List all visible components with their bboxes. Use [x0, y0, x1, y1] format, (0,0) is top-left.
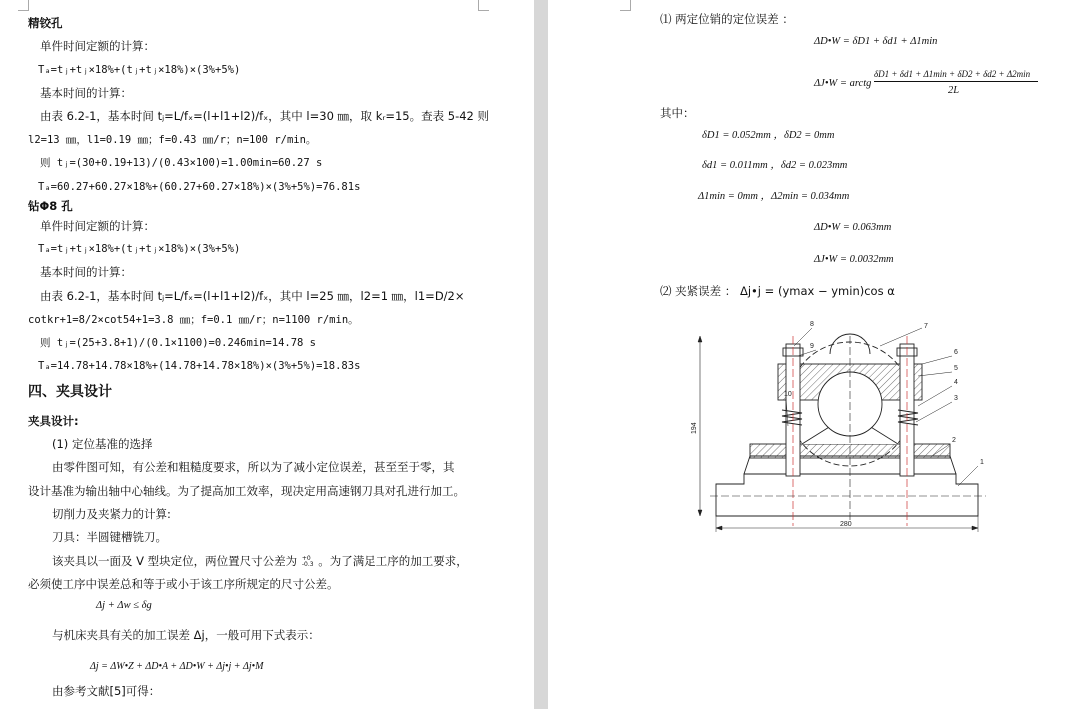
formula-jw-numerator: δD1 + δd1 + Δ1min + δD2 + δd2 + Δ2min	[874, 69, 1031, 79]
part-label: 3	[954, 395, 958, 402]
fraction-bar	[874, 81, 1038, 82]
formula-line: 则 tⱼ=(30+0.19+13)/(0.43×100)=1.00min=60.27 s	[40, 157, 323, 169]
heading-reaming: 精铰孔	[28, 16, 63, 30]
text-line: 由表 6.2-1，基本时间 tⱼ=L/fₓ=(l+l1+l2)/fₓ，其中 l=25 ㎜，l2=1 ㎜，l1=D/2×	[40, 289, 465, 303]
page-gutter	[534, 0, 548, 709]
text-line	[52, 554, 468, 568]
text-line: l2=13 ㎜，l1=0.19 ㎜；f=0.43 ㎜/r；n=100 r/min。	[28, 134, 317, 146]
text-line: ⑴ 两定位销的定位误差 ：	[660, 12, 794, 26]
formula-error-sum: Δj = ΔW•Z + ΔD•A + ΔD•W + Δj•j + Δj•M	[90, 661, 264, 672]
part-label: 9	[810, 343, 814, 350]
tolerance-mark: +0 -0.3	[301, 554, 314, 568]
part-label: 8	[810, 321, 814, 328]
corner-mark	[620, 0, 631, 11]
document-page-right	[548, 0, 1090, 709]
text-line: 切削力及夹紧力的计算:	[52, 507, 171, 521]
text-segment: 。为了满足工序的加工要求，	[318, 554, 468, 568]
text-line: cotkr+1=8/2×cot54+1=3.8 ㎜；f=0.1 ㎜/r；n=1100 r/min。	[28, 314, 359, 326]
formula-inequality: Δj + Δw ≤ δg	[96, 600, 152, 611]
text-segment: 该夹具以一面及 V 型块定位，两位置尺寸公差为	[52, 554, 298, 568]
text-line: (1) 定位基准的选择	[52, 437, 153, 451]
result-dw: ΔD•W = 0.063mm	[814, 222, 892, 233]
formula-line: 则 tⱼ=(25+3.8+1)/(0.1×1100)=0.246min=14.78 s	[40, 337, 317, 349]
text-line: 单件时间定额的计算：	[40, 39, 155, 53]
formula-line: Tₐ=tⱼ+tⱼ×18%+(tⱼ+tⱼ×18%)×(3%+5%)	[38, 243, 241, 255]
part-label: 4	[954, 379, 958, 386]
dimension-height: 194	[691, 422, 698, 434]
formula-jw-denominator: 2L	[948, 85, 960, 96]
base-plate	[716, 474, 978, 516]
part-label: 2	[952, 437, 956, 444]
subheading: 夹具设计:	[28, 414, 79, 428]
dimension-width: 280	[840, 521, 852, 528]
formula-line: Tₐ=14.78+14.78×18%+(14.78+14.78×18%)×(3%+5%)=18.83s	[38, 360, 361, 372]
text-line: 必须使工序中误差总和等于或小于该工序所规定的尺寸公差。	[28, 577, 339, 591]
section-heading: 四、夹具设计	[28, 384, 112, 400]
text-line: 单件时间定额的计算：	[40, 219, 155, 233]
text-line: 由表 6.2-1，基本时间 tⱼ=L/fₓ=(l+l1+l2)/fₓ，其中 l=30 ㎜，取 kᵣ=15。查表 5-42 则	[40, 109, 490, 123]
formula-dw: ΔD•W = δD1 + δd1 + Δ1min	[814, 36, 938, 47]
value-line: δd1 = 0.011mm ，δd2 = 0.023mm	[702, 160, 848, 171]
text-line: 由参考文献[5]可得：	[52, 684, 161, 698]
part-label: 6	[954, 349, 958, 356]
corner-mark	[478, 0, 489, 11]
fixture-drawing	[690, 316, 996, 536]
text-line: 基本时间的计算：	[40, 86, 132, 100]
part-label: 7	[924, 323, 928, 330]
document-page-left	[0, 0, 534, 709]
text-line: 其中：	[660, 106, 695, 120]
part-label: 1	[980, 459, 984, 466]
text-line: 设计基准为输出轴中心轴线。为了提高加工效率，现决定用高速钢刀具对孔进行加工。	[28, 484, 465, 498]
formula-jw-lhs: ΔJ•W = arctg	[814, 78, 872, 89]
value-line: δD1 = 0.052mm ，δD2 = 0mm	[702, 130, 835, 141]
text-line: 刀具：半圆键槽铣刀。	[52, 530, 167, 544]
text-line: 由零件图可知，有公差和粗糙度要求，所以为了减小定位误差，甚至至于零，其	[52, 460, 455, 474]
text-line: 与机床夹具有关的加工误差 Δj，一般可用下式表示：	[52, 628, 320, 642]
part-label: 5	[954, 365, 958, 372]
result-jw: ΔJ•W = 0.0032mm	[814, 254, 894, 265]
corner-mark	[18, 0, 29, 11]
heading-drilling: 钻Φ8 孔	[28, 199, 73, 213]
value-line: Δ1min = 0mm ，Δ2min = 0.034mm	[698, 191, 850, 202]
formula-line: Tₐ=tⱼ+tⱼ×18%+(tⱼ+tⱼ×18%)×(3%+5%)	[38, 64, 241, 76]
part-label: 10	[784, 391, 792, 398]
formula-line: Tₐ=60.27+60.27×18%+(60.27+60.27×18%)×(3%+5%)=76.81s	[38, 181, 361, 193]
text-line: ⑵ 夹紧误差 ： Δj•j = (ymax − ymin)cos α	[660, 284, 895, 298]
text-line: 基本时间的计算：	[40, 265, 132, 279]
